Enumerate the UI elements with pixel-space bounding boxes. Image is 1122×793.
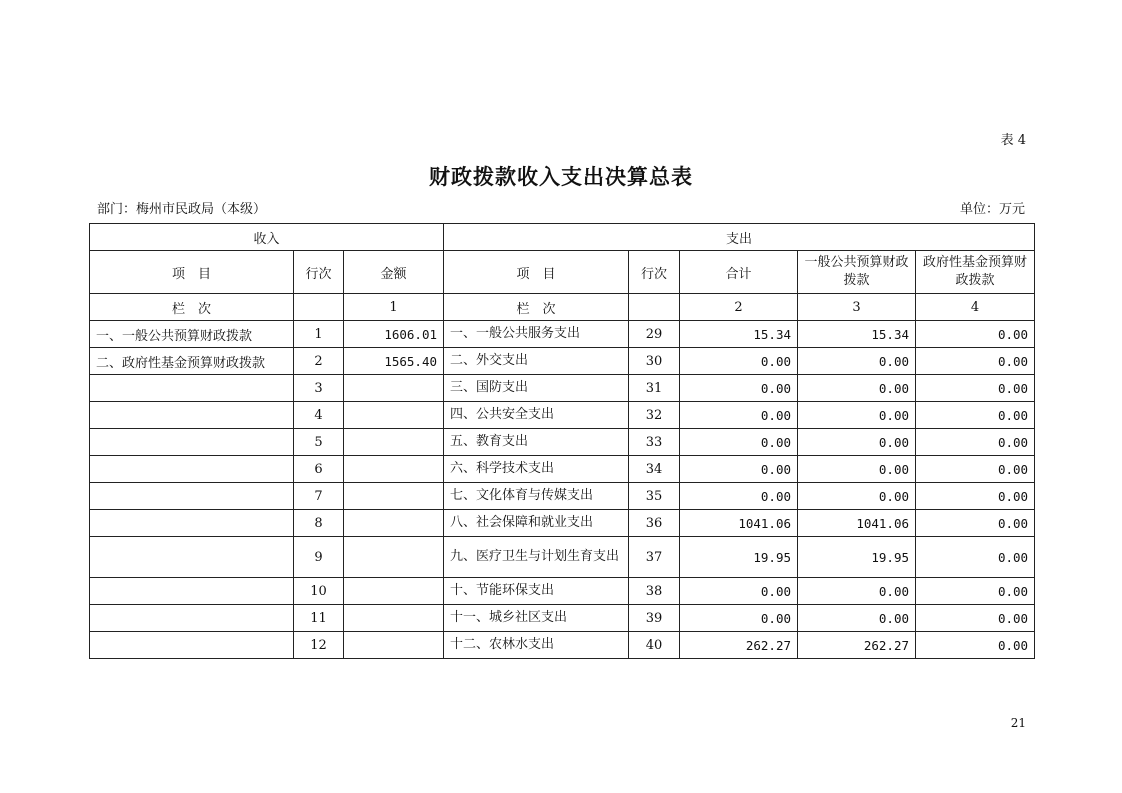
income-item-cell [90,402,294,429]
fund-budget-cell: 0.00 [916,632,1035,659]
fund-budget-cell: 0.00 [916,429,1035,456]
empty-cell [294,294,344,321]
income-item-cell [90,375,294,402]
income-row-no-header: 行次 [294,251,344,294]
total-cell: 0.00 [680,375,798,402]
income-amount-cell [344,456,444,483]
general-budget-cell: 0.00 [798,348,916,375]
total-cell: 1041.06 [680,510,798,537]
general-budget-cell: 0.00 [798,483,916,510]
column-number-2: 2 [680,294,798,321]
total-header: 合计 [680,251,798,294]
fund-budget-cell: 0.00 [916,510,1035,537]
general-budget-cell: 1041.06 [798,510,916,537]
income-item-header: 项 目 [90,251,294,294]
expenditure-row-no-cell: 40 [629,632,680,659]
income-amount-header: 金额 [344,251,444,294]
expenditure-row-no-cell: 29 [629,321,680,348]
income-row-no-cell: 7 [294,483,344,510]
income-item-cell [90,605,294,632]
fund-budget-header: 政府性基金预算财政拨款 [916,251,1035,294]
column-number-4: 4 [916,294,1035,321]
total-cell: 19.95 [680,537,798,578]
income-item-cell [90,429,294,456]
general-budget-cell: 0.00 [798,429,916,456]
expenditure-item-cell: 六、科学技术支出 [444,456,629,483]
table-row [90,429,1035,456]
expenditure-row-no-header: 行次 [629,251,680,294]
general-budget-cell: 0.00 [798,578,916,605]
total-cell: 0.00 [680,456,798,483]
department-label: 部门：梅州市民政局（本级） [97,202,267,217]
expenditure-header: 支出 [444,224,1035,251]
expenditure-row-no-cell: 37 [629,537,680,578]
expenditure-column-label: 栏 次 [444,294,629,321]
expenditure-row-no-cell: 32 [629,402,680,429]
income-amount-cell: 1565.40 [344,348,444,375]
total-cell: 0.00 [680,578,798,605]
income-item-cell: 二、政府性基金预算财政拨款 [90,348,294,375]
expenditure-row-no-cell: 34 [629,456,680,483]
income-item-cell [90,632,294,659]
income-amount-cell: 1606.01 [344,321,444,348]
income-amount-cell [344,632,444,659]
empty-cell [629,294,680,321]
table-row [90,605,1035,632]
income-row-no-cell: 2 [294,348,344,375]
column-number-3: 3 [798,294,916,321]
table-row [90,321,1035,348]
expenditure-item-cell: 一、一般公共服务支出 [444,321,629,348]
income-row-no-cell: 3 [294,375,344,402]
expenditure-row-no-cell: 36 [629,510,680,537]
fund-budget-cell: 0.00 [916,578,1035,605]
table-row [90,375,1035,402]
income-amount-cell [344,402,444,429]
fund-budget-cell: 0.00 [916,402,1035,429]
income-amount-cell [344,537,444,578]
expenditure-row-no-cell: 35 [629,483,680,510]
table-row [90,483,1035,510]
income-row-no-cell: 9 [294,537,344,578]
expenditure-item-cell: 九、医疗卫生与计划生育支出 [444,537,629,578]
income-amount-cell [344,578,444,605]
expenditure-item-cell: 十二、农林水支出 [444,632,629,659]
income-item-cell [90,510,294,537]
income-row-no-cell: 8 [294,510,344,537]
general-budget-cell: 0.00 [798,605,916,632]
general-budget-cell: 0.00 [798,456,916,483]
income-row-no-cell: 6 [294,456,344,483]
total-cell: 0.00 [680,483,798,510]
fund-budget-cell: 0.00 [916,375,1035,402]
general-budget-cell: 19.95 [798,537,916,578]
table-row [90,578,1035,605]
expenditure-item-cell: 七、文化体育与传媒支出 [444,483,629,510]
fund-budget-cell: 0.00 [916,456,1035,483]
page-number: 21 [1010,716,1026,730]
income-column-label: 栏 次 [90,294,294,321]
income-amount-cell [344,429,444,456]
fund-budget-cell: 0.00 [916,348,1035,375]
income-item-cell: 一、一般公共预算财政拨款 [90,321,294,348]
table-row [90,402,1035,429]
expenditure-item-cell: 三、国防支出 [444,375,629,402]
table-row [90,632,1035,659]
expenditure-item-cell: 八、社会保障和就业支出 [444,510,629,537]
column-number-row [90,294,1035,321]
general-budget-cell: 0.00 [798,375,916,402]
column-number-1: 1 [344,294,444,321]
fund-budget-cell: 0.00 [916,321,1035,348]
income-amount-cell [344,483,444,510]
page-title: 财政拨款收入支出决算总表 [429,164,693,189]
fund-budget-cell: 0.00 [916,537,1035,578]
expenditure-row-no-cell: 39 [629,605,680,632]
expenditure-row-no-cell: 30 [629,348,680,375]
expenditure-item-cell: 二、外交支出 [444,348,629,375]
income-row-no-cell: 10 [294,578,344,605]
income-item-cell [90,537,294,578]
fund-budget-cell: 0.00 [916,605,1035,632]
expenditure-item-cell: 五、教育支出 [444,429,629,456]
budget-table [89,223,1035,659]
income-amount-cell [344,510,444,537]
total-cell: 0.00 [680,402,798,429]
income-row-no-cell: 12 [294,632,344,659]
income-amount-cell [344,605,444,632]
expenditure-item-header: 项 目 [444,251,629,294]
table-row [90,456,1035,483]
total-cell: 0.00 [680,429,798,456]
header-row-1 [90,224,1035,251]
table-row [90,510,1035,537]
total-cell: 0.00 [680,348,798,375]
income-item-cell [90,483,294,510]
income-row-no-cell: 1 [294,321,344,348]
expenditure-row-no-cell: 31 [629,375,680,402]
header-row-2 [90,251,1035,294]
general-budget-cell: 262.27 [798,632,916,659]
fund-budget-cell: 0.00 [916,483,1035,510]
total-cell: 0.00 [680,605,798,632]
total-cell: 262.27 [680,632,798,659]
income-header: 收入 [90,224,444,251]
expenditure-row-no-cell: 33 [629,429,680,456]
income-item-cell [90,456,294,483]
expenditure-row-no-cell: 38 [629,578,680,605]
general-budget-header: 一般公共预算财政拨款 [798,251,916,294]
income-row-no-cell: 11 [294,605,344,632]
table-row [90,537,1035,578]
income-row-no-cell: 5 [294,429,344,456]
table-label: 表 4 [1000,133,1026,148]
income-amount-cell [344,375,444,402]
general-budget-cell: 0.00 [798,402,916,429]
unit-label: 单位：万元 [959,202,1025,217]
expenditure-item-cell: 十、节能环保支出 [444,578,629,605]
expenditure-item-cell: 四、公共安全支出 [444,402,629,429]
table-row [90,348,1035,375]
income-row-no-cell: 4 [294,402,344,429]
income-item-cell [90,578,294,605]
general-budget-cell: 15.34 [798,321,916,348]
total-cell: 15.34 [680,321,798,348]
expenditure-item-cell: 十一、城乡社区支出 [444,605,629,632]
